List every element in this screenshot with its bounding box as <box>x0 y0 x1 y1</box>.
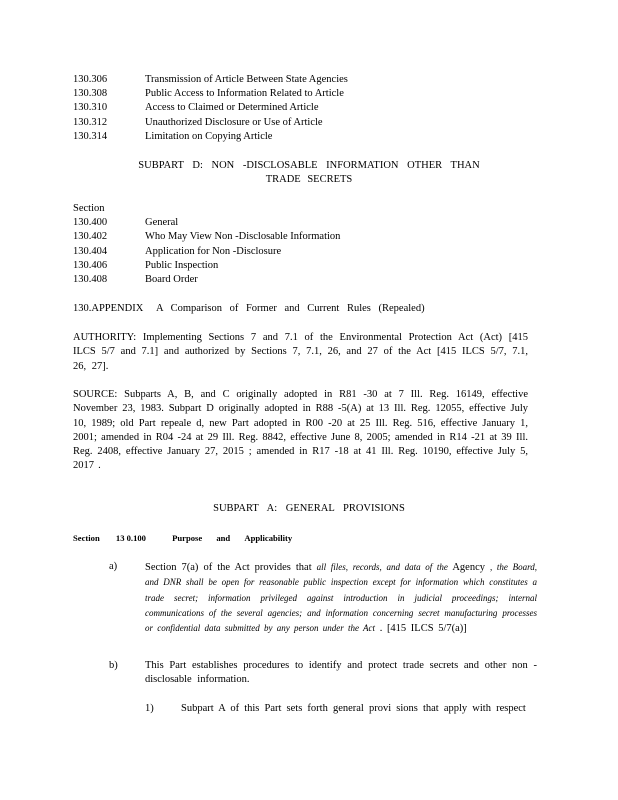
toc-section-title: Board Order <box>145 274 198 285</box>
toc-section-number: 130.404 <box>73 246 108 257</box>
subsection-a-marker: a) <box>109 561 118 572</box>
section-heading-title: and <box>216 533 231 543</box>
section-column-label: Section <box>73 203 105 214</box>
subsection-b-marker: b) <box>109 660 118 671</box>
toc-section-title: Public Access to Information Related to Article <box>145 88 344 99</box>
toc-section-title: Who May View Non -Disclosable Information <box>145 231 341 242</box>
subpart-a-heading: SUBPART A: GENERAL PROVISIONS <box>213 503 405 514</box>
subsection-a-text <box>145 560 537 636</box>
subsection-b1-text: Subpart A of this Part sets forth general provi sions that apply with respect <box>181 703 526 714</box>
source-note: SOURCE: Subparts A, B, and C originally adopted in R81 -30 at 7 Ill. Reg. 16149, effective November 23, 1983. Subpart D originally adopted in R88 -5(A) at 13 Ill. Reg. 12055, effective July 10, 1989; old Part repeale d, new Part adopted in R00 -20 at 25 Ill. Reg. 516, effective January 1, 2001; amended in R04 -24 at 29 Ill. Reg. 8842, effective June 8, 2005; amended in R14 -21 at 39 Ill. Reg. 2408, effective January 27, 2015 ; amended in R17 -18 at 41 Ill. Reg. 10190, effective July 5, 2017 . <box>73 389 528 472</box>
section-heading-label: Section <box>73 533 100 543</box>
toc-section-number: 130.308 <box>73 88 108 99</box>
toc-section-title: General <box>145 217 179 228</box>
toc-section-number: 130.406 <box>73 260 108 271</box>
toc-section-number: 130.400 <box>73 217 108 228</box>
toc-section-number: 130.312 <box>73 117 108 128</box>
appendix-title: A Comparison of Former and Current Rules (Repealed) <box>156 303 425 314</box>
subsection-b1-marker: 1) <box>145 703 154 714</box>
toc-section-number: 130.402 <box>73 231 108 242</box>
statutory-quote: , the Board, and DNR shall be open for reasonable public inspection except for information which constitutes a trade secret; information privileged against introduction in judicial proceedings; internal communications of the several agencies; and information concerning secret manufacturing processes or confidential data submitted by any person under the Act <box>145 562 537 634</box>
toc-section-number: 130.306 <box>73 74 108 85</box>
toc-section-number: 130.314 <box>73 131 108 142</box>
toc-section-title: Application for Non -Disclosure <box>145 246 282 257</box>
toc-section-title: Unauthorized Disclosure or Use of Article <box>145 117 323 128</box>
citation: . [415 ILCS 5/7(a)] <box>379 623 467 635</box>
toc-section-title: Public Inspection <box>145 260 219 271</box>
authority-note: AUTHORITY: Implementing Sections 7 and 7.1 of the Environmental Protection Act (Act) [415 ILCS 5/7 and 7.1] and authorized by Sections 7, 7.1, 26, and 27 of the Act [415 ILCS 5/7, 7.1, 26, 27]. <box>73 332 528 372</box>
section-heading-number: 13 0.100 <box>115 533 146 543</box>
toc-section-title: Limitation on Copying Article <box>145 131 273 142</box>
section-heading <box>73 531 292 545</box>
section-heading-title: Applicability <box>244 533 293 543</box>
statutory-quote: all files, records, and data of the <box>316 562 448 572</box>
subsection-b-text: This Part establishes procedures to identify and protect trade secrets and other non -disclosable information. <box>145 660 537 686</box>
section-heading-title: Purpose <box>172 533 203 543</box>
toc-section-number: 130.408 <box>73 274 108 285</box>
toc-section-title: Transmission of Article Between State Agencies <box>145 74 348 85</box>
subsection-a-lead: Section 7(a) of the Act provides that <box>145 562 312 573</box>
agency-term: Agency <box>452 562 485 573</box>
subpart-d-heading-line1: SUBPART D: NON -DISCLOSABLE INFORMATION OTHER THAN <box>138 160 480 171</box>
subpart-d-heading-line2: TRADE SECRETS <box>265 174 353 185</box>
toc-section-title: Access to Claimed or Determined Article <box>145 102 319 113</box>
appendix-number: 130.APPENDIX <box>73 303 144 314</box>
toc-section-number: 130.310 <box>73 102 108 113</box>
